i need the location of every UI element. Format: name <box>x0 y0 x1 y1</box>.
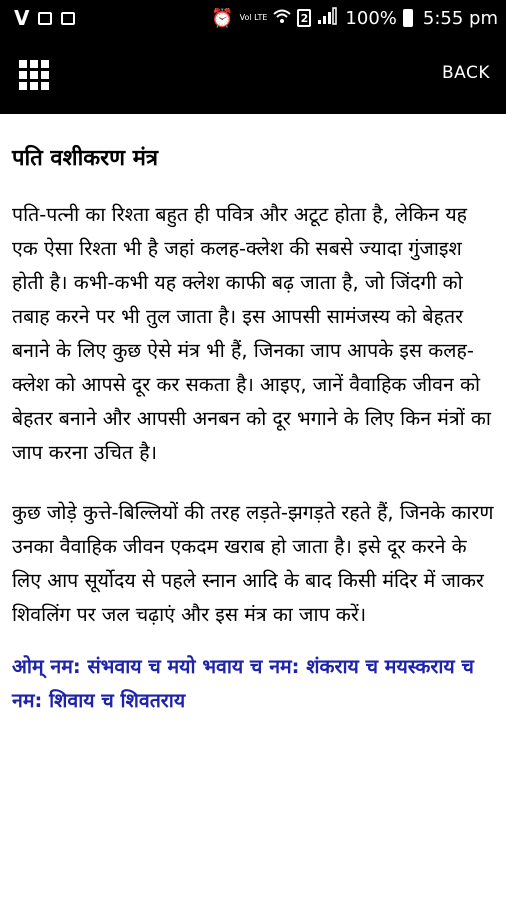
gallery-notification-icon <box>38 12 52 25</box>
status-bar <box>0 0 506 36</box>
wifi-icon <box>273 8 291 29</box>
back-button[interactable]: BACK <box>441 63 490 83</box>
article-paragraph: कुछ जोड़े कुत्ते-बिल्लियों की तरह लड़ते-झगड़ते रहते हैं, जिनके कारण उनका वैवाहिक जीवन एकदम खराब हो जाता है। इसे दूर करने के लिए आप सूर्योदय से पहले स्नान आदि के बाद किसी मंदिर में जाकर शिवलिंग पर जल चढ़ाएं और इस मंत्र का जाप करें। <box>12 501 494 626</box>
sim-icon: 2 <box>297 9 311 27</box>
article-content <box>12 114 496 718</box>
carrier-v-icon: V <box>14 6 30 30</box>
grid-menu-icon[interactable] <box>19 60 49 90</box>
signal-icon <box>317 7 339 30</box>
article-paragraph: पति-पत्नी का रिश्ता बहुत ही पवित्र और अटूट होता है, लेकिन यह एक ऐसा रिश्ता भी है जहां कलह-क्लेश की सबसे ज्यादा गुंजाइश होती है। कभी-कभी यह क्लेश काफी बढ़ जाता है, जो जिंदगी को तबाह करने पर भी तुल जाता है। इस आपसी सामंजस्य को बेहतर बनाने के लिए कुछ ऐसे मंत्र भी हैं, जिनका जाप आपके इस कलह-क्लेश को आपसे दूर कर सकता है। आइए, जानें वैवाहिक जीवन को बेहतर बनाने और आपसी अनबन को दूर भगाने के लिए किन मंत्रों का जाप करना उचित है। <box>12 203 491 464</box>
status-system <box>211 7 498 30</box>
status-notifications <box>14 6 75 30</box>
briefcase-notification-icon <box>61 12 75 25</box>
alarm-icon: ⏰ <box>211 7 234 29</box>
page-title: पति वशीकरण मंत्र <box>12 146 159 171</box>
app-toolbar <box>0 36 506 114</box>
battery-icon <box>403 9 413 27</box>
battery-percent: 100% <box>345 7 397 29</box>
mantra-text: ओम् नम: संभवाय च मयो भवाय च नम: शंकराय च मयस्कराय च नम: शिवाय च शिवतराय <box>12 655 474 712</box>
volte-icon: Vol LTE <box>239 13 268 22</box>
clock: 5:55 pm <box>422 7 498 29</box>
